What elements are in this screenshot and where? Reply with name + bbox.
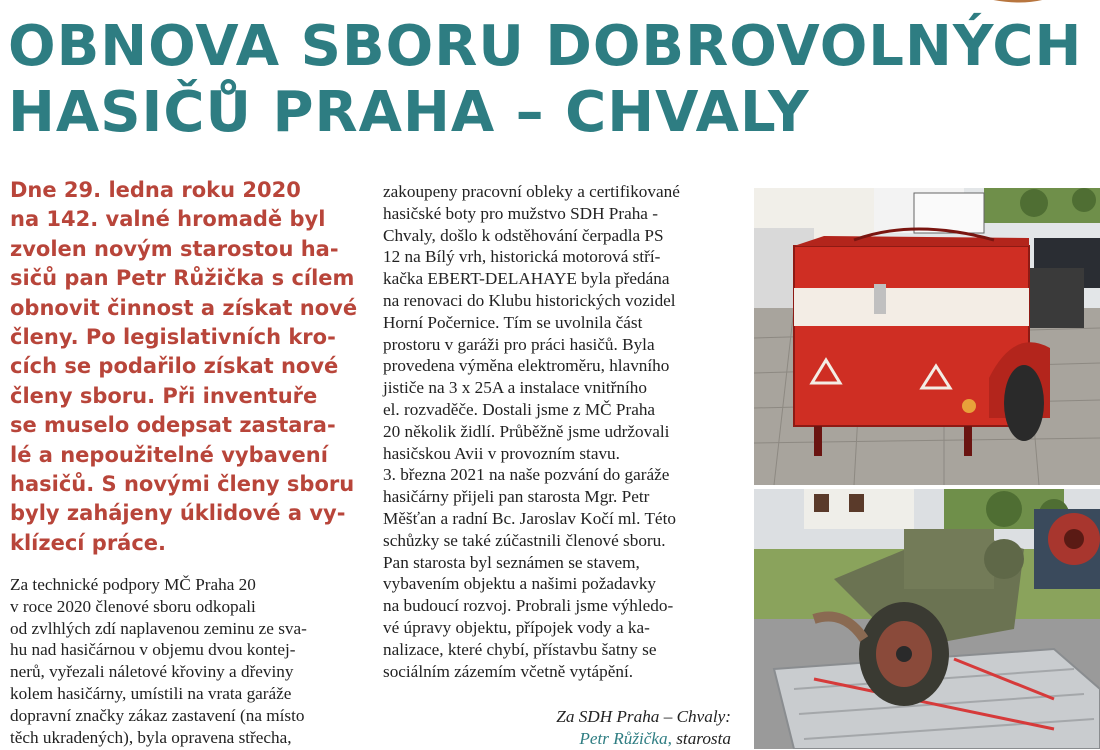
body-line: 20 několik židlí. Průběžně jsme udržovali xyxy=(383,421,670,441)
photo-red-trailer xyxy=(754,188,1100,485)
body-line: vé úpravy objektu, přípojek vody a ka- xyxy=(383,617,650,637)
body-line: Horní Počernice. Tím se uvolnila část xyxy=(383,312,643,332)
signature xyxy=(383,706,731,750)
lead-line: lé a nepoužitelné vybavení xyxy=(10,442,328,467)
body-line: od zvlhlých zdí naplavenou zeminu ze sva- xyxy=(10,618,307,638)
headline-line: HASIČŮ PRAHA – CHVALY xyxy=(8,80,810,145)
top-decoration xyxy=(560,0,1060,8)
body-line: kačka EBERT-DELAHAYE byla předána xyxy=(383,269,670,289)
signature-line: Za SDH Praha – Chvaly: xyxy=(556,707,731,726)
body-line: hu nad hasičárnou v objemu dvou kontej- xyxy=(10,640,296,660)
body-line: provedena výměna elektroměru, hlavního xyxy=(383,356,670,376)
body-line: kolem hasičárny, umístili na vrata garáže xyxy=(10,683,292,703)
body-line: Chvaly, došlo k odstěhování čerpadla PS xyxy=(383,225,664,245)
lead-line: cích se podařilo získat nové xyxy=(10,354,339,379)
body-line: 12 na Bílý vrh, historická motorová stří- xyxy=(383,247,661,267)
lead-line: sičů pan Petr Růžička s cílem xyxy=(10,266,355,291)
body-line: vybavením objektu a našimi požadavky xyxy=(383,574,657,594)
body-line: těch ukradených), byla opravena střecha, xyxy=(10,727,292,747)
body-line: na renovaci do Klubu historických vozidel xyxy=(383,290,676,310)
signature-role: starosta xyxy=(671,728,731,748)
body-line: nerů, vyřezali náletové křoviny a dřeviny xyxy=(10,662,294,682)
lead-line: členy. Po legislativních kro- xyxy=(10,325,336,350)
body-line: dopravní značky zákaz zastavení (na místo xyxy=(10,705,305,725)
body-line: el. rozvaděče. Dostali jsme z MČ Praha xyxy=(383,399,656,419)
body-line: jističe na 3 x 25A a instalace vnitřního xyxy=(383,378,647,398)
body-line: Za technické podpory MČ Praha 20 xyxy=(10,575,256,594)
lead-line: zvolen novým starostou ha- xyxy=(10,236,339,261)
body-line: schůzky se také zúčastnili členové sboru. xyxy=(383,530,666,550)
photo-historic-pump xyxy=(754,489,1100,749)
body-line: prostoru v garáži pro práci hasičů. Byla xyxy=(383,334,655,354)
article-headline xyxy=(8,14,1098,146)
headline-line: OBNOVA SBORU DOBROVOLNÝCH xyxy=(8,14,1083,79)
body-column-2 xyxy=(383,181,733,682)
lead-line: se muselo odepsat zastara- xyxy=(10,413,336,438)
lead-line: byly zahájeny úklidové a vy- xyxy=(10,501,346,526)
body-column-1 xyxy=(10,574,360,748)
body-line: sociálním zázemím včetně vytápění. xyxy=(383,661,634,681)
lead-line: klízecí práce. xyxy=(10,530,167,555)
lead-paragraph xyxy=(10,176,362,558)
signature-name: Petr Růžička, xyxy=(579,728,672,748)
body-line: zakoupeny pracovní obleky a certifikované xyxy=(383,182,680,201)
body-line: na budoucí rozvoj. Probrali jsme výhledo- xyxy=(383,596,674,616)
body-line: nalizace, které chybí, přístavbu šatny se xyxy=(383,639,657,659)
body-line: hasičské boty pro mužstvo SDH Praha - xyxy=(383,203,658,223)
body-line: hasičskou Avii v provozním stavu. xyxy=(383,443,620,463)
body-line: 3. března 2021 na naše pozvání do garáže xyxy=(383,465,670,485)
lead-line: členy sboru. Při inventuře xyxy=(10,383,318,408)
lead-line: Dne 29. ledna roku 2020 xyxy=(10,178,301,202)
lead-line: obnovit činnost a získat nové xyxy=(10,295,358,320)
lead-line: hasičů. S novými členy sboru xyxy=(10,472,355,497)
lead-line: na 142. valné hromadě byl xyxy=(10,207,326,232)
body-line: v roce 2020 členové sboru odkopali xyxy=(10,596,256,616)
body-line: Měšťan a radní Bc. Jaroslav Kočí ml. Této xyxy=(383,508,676,528)
body-line: hasičárny přijeli pan starosta Mgr. Petr xyxy=(383,487,650,507)
body-line: Pan starosta byl seznámen se stavem, xyxy=(383,552,640,572)
